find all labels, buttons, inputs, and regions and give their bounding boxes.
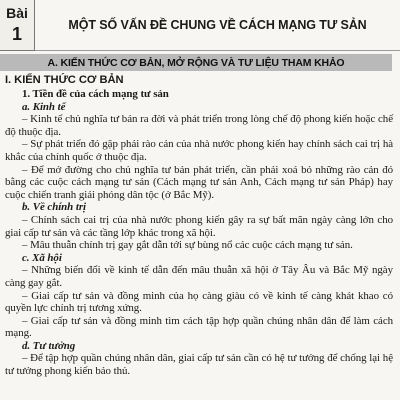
subsection-heading: 1. Tiền đề của cách mạng tư sản xyxy=(22,88,169,100)
topic-heading-economy: a. Kinh tế xyxy=(22,100,66,113)
lesson-number: 1 xyxy=(11,24,22,44)
paragraph: – Để tập hợp quần chúng nhân dân, giai cấp tư sản cần có hệ tư tưởng để chống lại hệ tư tưởng phong kiến bảo thủ. xyxy=(5,352,393,378)
paragraph: – Để mở đường cho chủ nghĩa tư bản phát triển, cần phải xoá bỏ những rào cản đó bằng các cuộc cách mạng tư sản (Cách mạng tư sản Anh, Cách mạng tư sản Pháp) hay cuộc chiến tranh giải phóng dân tộc (ở Bắc Mỹ). xyxy=(5,163,393,201)
paragraph: – Chính sách cai trị của nhà nước phong kiến gây ra sự bất mãn ngày càng lớn cho giai cấp tư sản và các tầng lớp khác trong xã hội. xyxy=(5,213,393,239)
lesson-number-box xyxy=(0,0,35,51)
topic-heading-ideology: d. Tư tưởng xyxy=(22,339,76,352)
topic-heading-society: c. Xã hội xyxy=(22,251,62,264)
lesson-title: MỘT SỐ VẤN ĐỀ CHUNG VỀ CÁCH MẠNG TƯ SẢN xyxy=(68,18,367,32)
topic-heading-politics: b. Về chính trị xyxy=(22,201,87,214)
paragraph: – Mâu thuẫn chính trị gay gắt dẫn tới sự bùng nổ các cuộc cách mạng tư sản. xyxy=(22,239,353,252)
lesson-header xyxy=(0,0,400,51)
paragraph: – Giai cấp tư sản và đồng minh tìm cách tập hợp quần chúng nhân dân để làm cách mạng. xyxy=(5,314,393,340)
section-banner: A. KIẾN THỨC CƠ BẢN, MỞ RỘNG VÀ TƯ LIỆU THAM KHẢO xyxy=(0,54,392,71)
paragraph: – Kinh tế chủ nghĩa tư bản ra đời và phát triển trong lòng chế độ phong kiến hoặc chế độ thuộc địa. xyxy=(5,113,393,138)
section-heading: I. KIẾN THỨC CƠ BẢN xyxy=(5,74,124,86)
lesson-word: Bài xyxy=(6,5,28,21)
page-content xyxy=(5,74,393,378)
paragraph: – Giai cấp tư sản và đồng minh của họ càng giàu có về kinh tế càng khát khao có quyền lực chính trị tương xứng. xyxy=(5,289,393,315)
paragraph: – Sự phát triển đó gặp phải rào cản của nhà nước phong kiến hay chính sách cai trị hà khắc của chính quốc ở thuộc địa. xyxy=(5,138,393,163)
paragraph: – Những biến đổi về kinh tế dẫn đến mâu thuẫn xã hội ở Tây Âu và Bắc Mỹ ngày càng gay gắt. xyxy=(5,264,393,289)
